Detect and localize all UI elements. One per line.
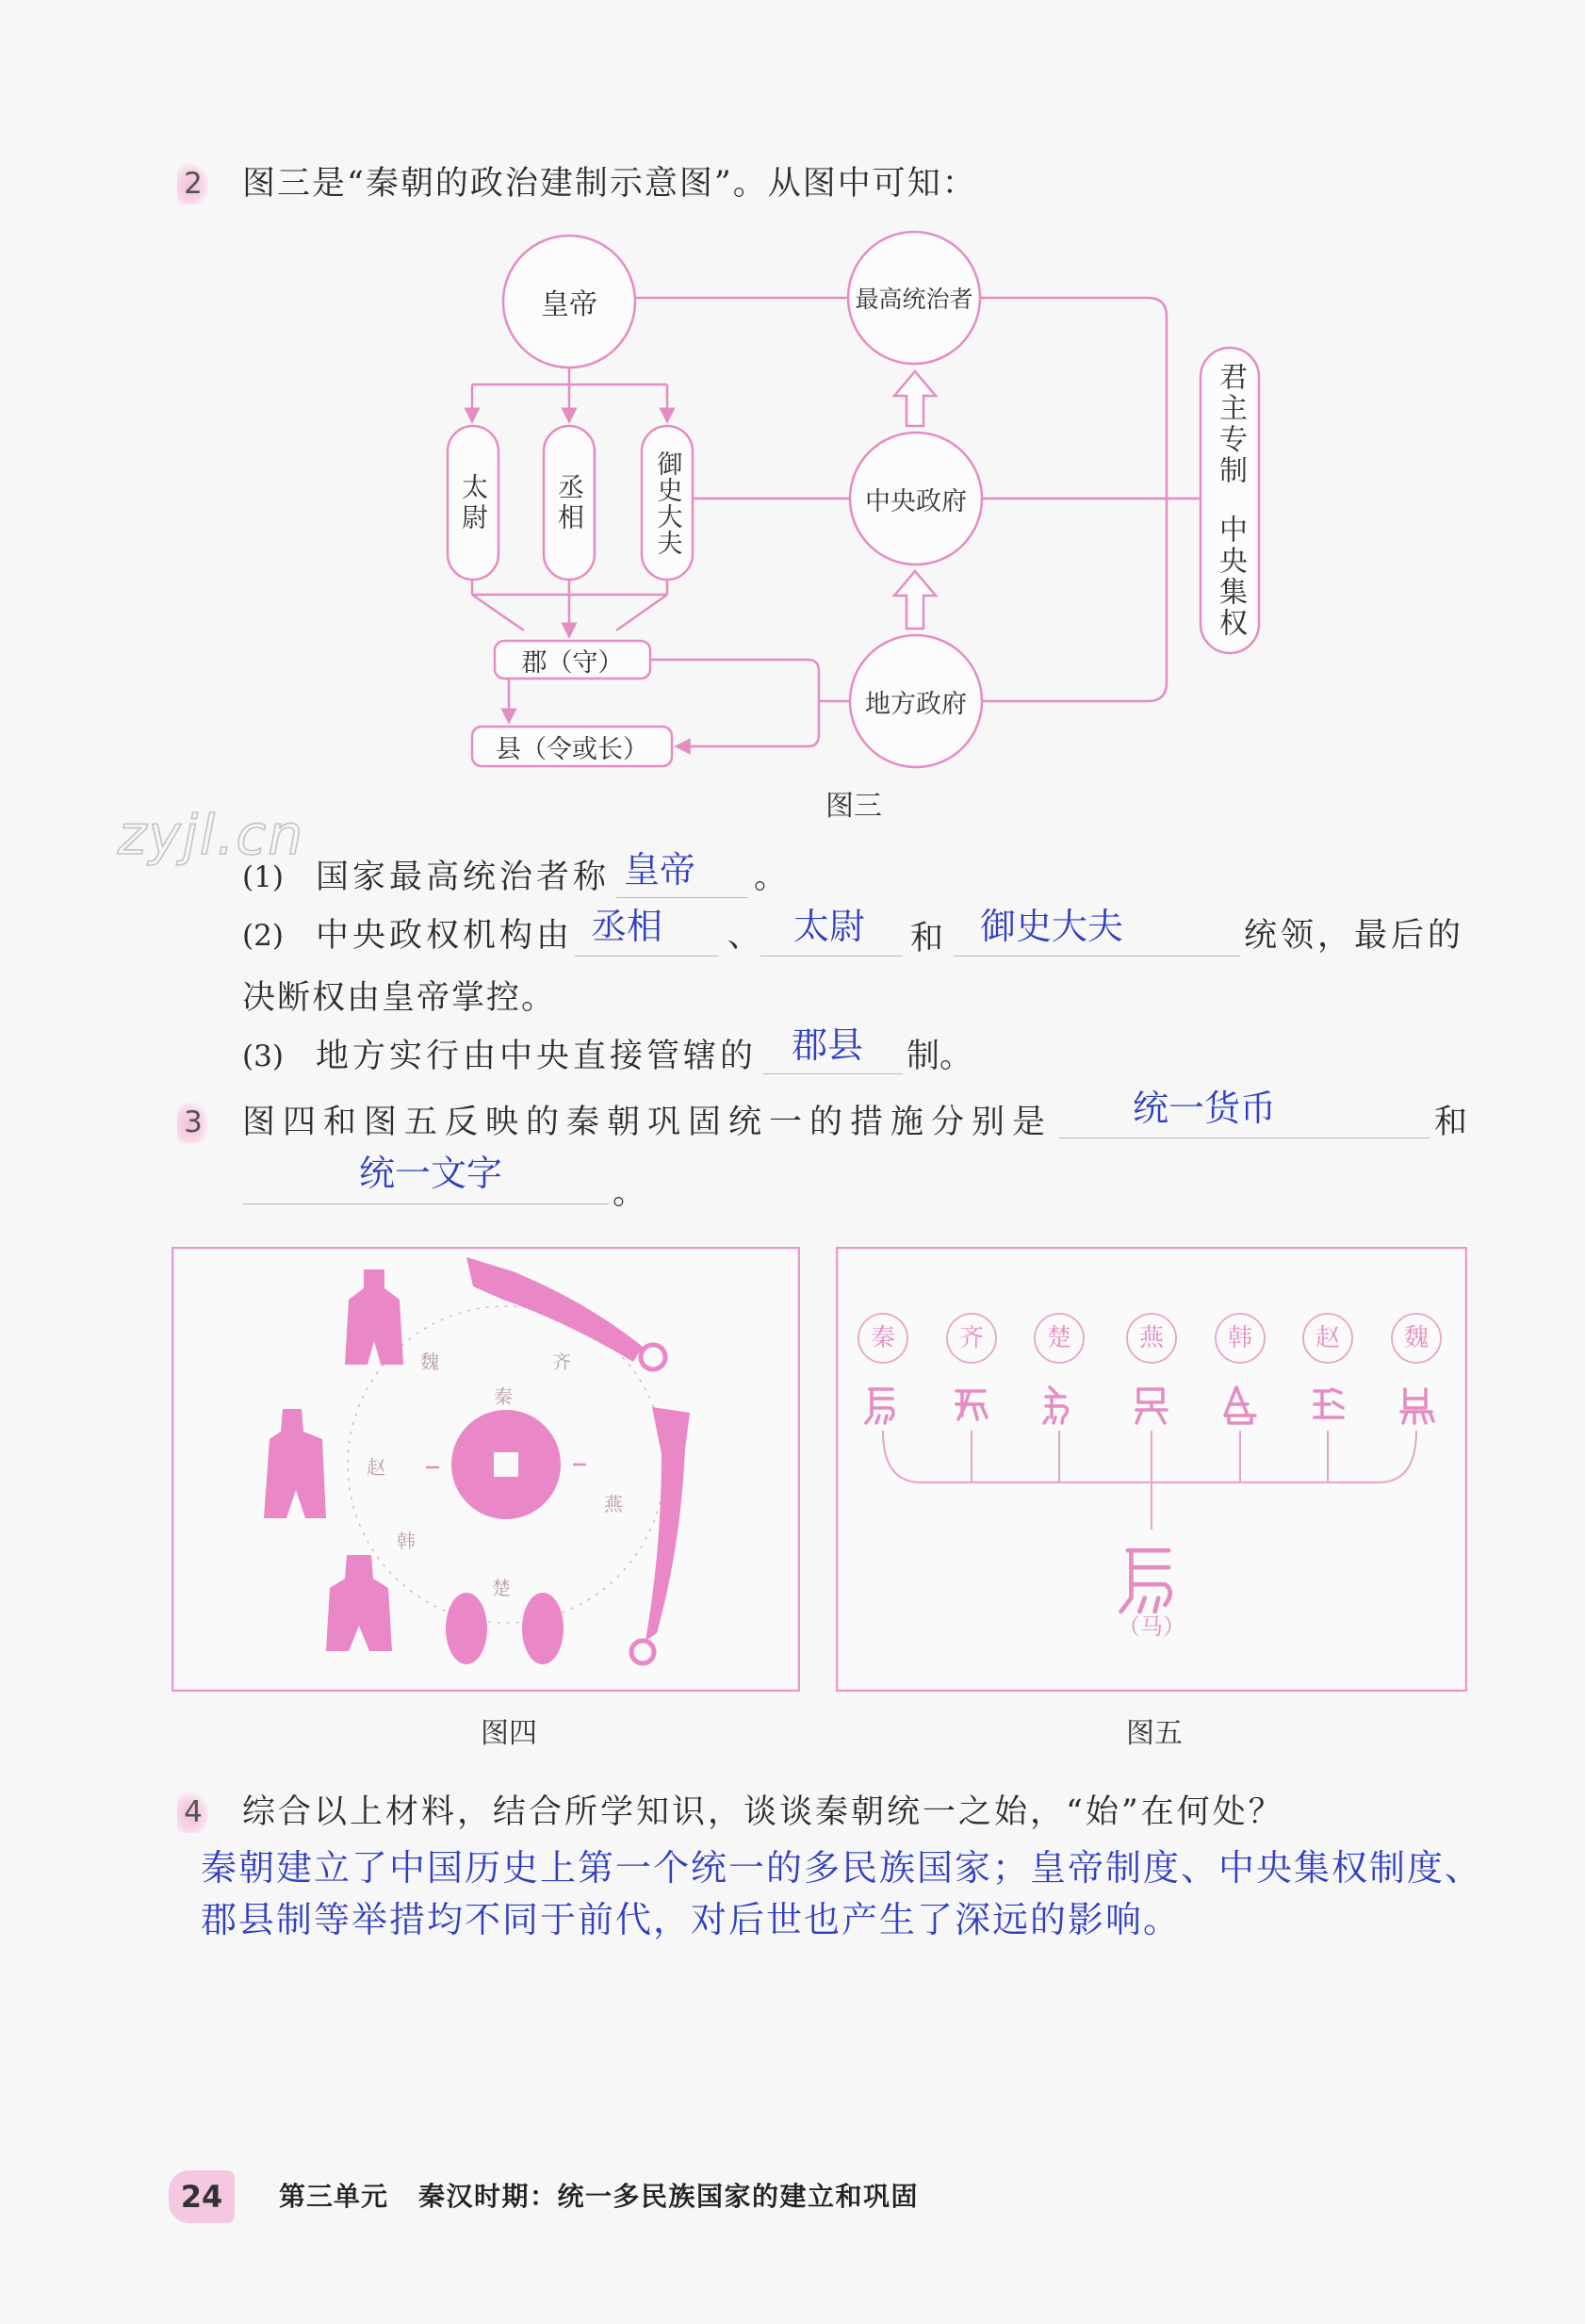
answer-blank-line <box>1059 1137 1430 1138</box>
ant-nose-coin-chu <box>522 1593 564 1664</box>
label-jun: 郡（守） <box>521 647 624 678</box>
figure-4-image <box>172 1247 800 1692</box>
figure-5-scripts <box>836 1247 1467 1692</box>
state-name: 韩 <box>1227 1324 1253 1352</box>
label-autocracy: 君主专制 <box>1214 362 1247 486</box>
state-name: 楚 <box>1046 1324 1072 1352</box>
answer-blank-line <box>616 897 748 898</box>
connector-line <box>650 660 819 746</box>
separator-text: 和 <box>1434 1104 1468 1141</box>
footer-title: 秦汉时期：统一多民族国家的建立和巩固 <box>418 2181 920 2212</box>
coin-square-hole <box>494 1452 518 1477</box>
qin-political-system-diagram <box>0 0 1585 848</box>
page-number: 24 <box>169 2170 235 2223</box>
handwritten-answer: 统一货币 <box>1133 1088 1277 1129</box>
subquestion-number: (1) <box>242 860 284 894</box>
watermark: zyjl.cn <box>118 803 305 867</box>
label-taiwei: 太尉 <box>458 472 489 533</box>
state-label: 魏 <box>420 1350 439 1373</box>
question-number: 4 <box>177 1792 209 1833</box>
subquestion-text: 中央政权机构由 <box>316 917 574 955</box>
answer-blank-line <box>763 1073 903 1074</box>
question-prompt: 图四和图五反映的秦朝巩固统一的措施分别是 <box>242 1104 1054 1141</box>
question-number: 2 <box>177 163 209 205</box>
subquestion-text: 国家最高统治者称 <box>316 859 611 896</box>
subquestion-end: 制。 <box>907 1038 973 1075</box>
question-prompt: 综合以上材料，结合所学知识，谈谈秦朝统一之始，“始”在何处？ <box>242 1793 1284 1831</box>
state-label: 齐 <box>552 1350 571 1373</box>
figure-4-coins <box>172 1247 800 1692</box>
figure-caption-4: 图四 <box>481 1717 537 1750</box>
unified-label: （马） <box>1118 1613 1185 1640</box>
state-name: 秦 <box>870 1324 896 1352</box>
handwritten-answer: 太尉 <box>793 906 866 947</box>
state-label: 秦 <box>494 1385 513 1408</box>
handwritten-answer-line: 秦朝建立了中国历史上第一个统一的多民族国家；皇帝制度、中央集权制度、 <box>201 1847 1483 1889</box>
label-centralization: 中央集权 <box>1214 515 1247 639</box>
capsule-label-chengxiang <box>544 426 595 580</box>
answer-blank-line <box>242 1203 609 1204</box>
hollow-up-arrow <box>894 571 936 629</box>
handwritten-answer: 郡县 <box>792 1024 864 1066</box>
label-central-government: 中央政府 <box>865 486 967 516</box>
state-name: 齐 <box>958 1324 985 1352</box>
subquestion-continuation: 决断权由皇帝掌控。 <box>242 979 557 1017</box>
handwritten-answer: 丞相 <box>591 906 663 947</box>
state-name: 燕 <box>1138 1324 1165 1352</box>
label-xian: 县（令或长） <box>496 734 648 764</box>
state-label: 燕 <box>604 1493 623 1515</box>
label-emperor: 皇帝 <box>541 288 597 321</box>
label-supreme-ruler: 最高统治者 <box>855 286 973 313</box>
subquestion-tail: 统领，最后的 <box>1244 917 1465 955</box>
subquestion-end: 。 <box>754 859 788 896</box>
state-name: 魏 <box>1403 1324 1430 1352</box>
label-yushidafu: 御史大夫 <box>652 450 682 556</box>
answer-blank-line <box>760 956 903 957</box>
label-chengxiang: 丞相 <box>554 472 585 533</box>
subquestion-text: 地方实行由中央直接管辖的 <box>316 1038 758 1075</box>
ant-nose-coin-chu <box>446 1593 487 1664</box>
capsule-label-taiwei <box>448 426 498 580</box>
state-name: 赵 <box>1315 1324 1341 1352</box>
state-label: 楚 <box>492 1577 511 1599</box>
separator-text: 、 <box>727 917 761 955</box>
subquestion-number: (3) <box>242 1039 284 1073</box>
question-end: 。 <box>613 1174 646 1212</box>
figure-caption-5: 图五 <box>1126 1717 1183 1750</box>
hollow-up-arrow <box>894 371 936 426</box>
subquestion-number: (2) <box>242 919 284 953</box>
capsule-label-yushidafu <box>642 426 693 580</box>
handwritten-answer: 御史大夫 <box>980 906 1124 947</box>
footer-unit: 第三单元 <box>279 2181 389 2212</box>
state-label: 赵 <box>367 1456 385 1479</box>
capsule-label-system <box>1201 348 1259 653</box>
question-prompt: 图三是“秦朝的政治建制示意图”。从图中可知： <box>242 165 977 203</box>
answer-blank-line <box>954 956 1240 957</box>
figure-caption-3: 图三 <box>825 790 882 823</box>
handwritten-answer: 统一文字 <box>359 1153 503 1194</box>
state-label: 韩 <box>397 1530 416 1552</box>
label-local-government: 地方政府 <box>865 689 967 719</box>
separator-text: 和 <box>910 920 944 957</box>
figure-5-image <box>836 1247 1467 1692</box>
answer-blank-line <box>575 956 719 957</box>
handwritten-answer: 皇帝 <box>624 849 696 891</box>
question-number: 3 <box>177 1102 209 1143</box>
handwritten-answer-line: 郡县制等举措均不同于前代，对后世也产生了深远的影响。 <box>201 1899 1182 1940</box>
